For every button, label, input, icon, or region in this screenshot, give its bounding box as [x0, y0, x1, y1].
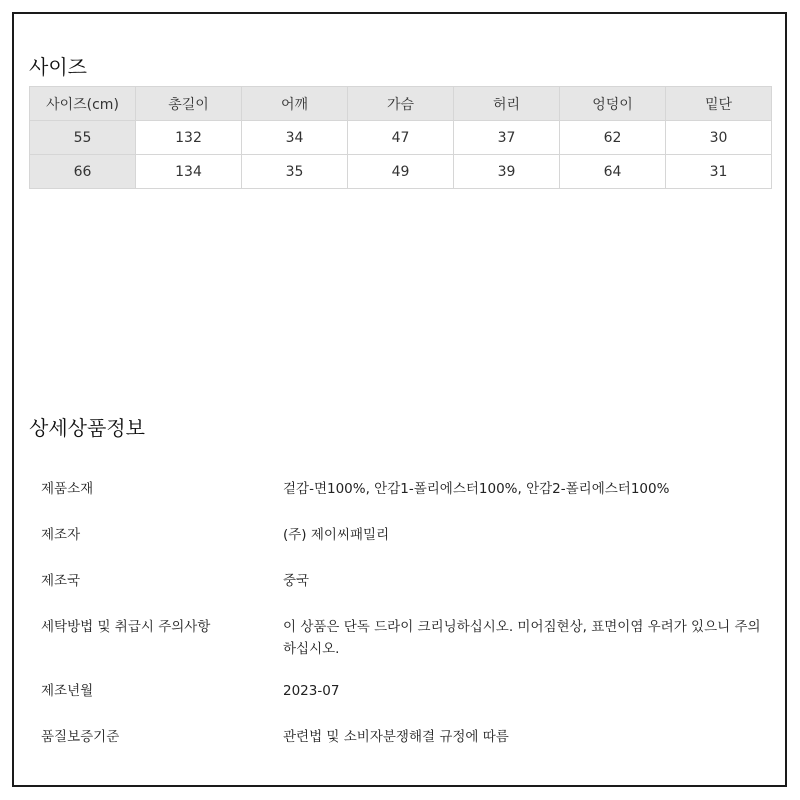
header-shoulder: 어깨 [242, 87, 348, 121]
table-cell: 49 [348, 155, 454, 189]
table-cell: 64 [560, 155, 666, 189]
info-value: 이 상품은 단독 드라이 크리닝하십시오. 미어짐현상, 표면이염 우려가 있으니 주의하십시오. [283, 619, 761, 657]
table-cell: 62 [560, 121, 666, 155]
info-label: 품질보증기준 [41, 729, 120, 745]
table-cell: 39 [454, 155, 560, 189]
size-section-title: 사이즈 [29, 55, 87, 79]
size-table-header-row [30, 87, 772, 121]
table-cell: 34 [242, 121, 348, 155]
detail-section-title: 상세상품정보 [29, 416, 145, 440]
info-row-care [29, 616, 772, 680]
info-value: (주) 제이씨패밀리 [283, 527, 390, 543]
table-cell: 132 [136, 121, 242, 155]
info-row-material [29, 465, 772, 524]
header-hem: 밑단 [666, 87, 772, 121]
info-row-manufacturer [29, 524, 772, 570]
header-chest: 가슴 [348, 87, 454, 121]
header-waist: 허리 [454, 87, 560, 121]
table-cell: 35 [242, 155, 348, 189]
info-value: 겉감-면100%, 안감1-폴리에스터100%, 안감2-폴리에스터100% [283, 481, 670, 497]
size-table [29, 86, 772, 189]
header-total-length: 총길이 [136, 87, 242, 121]
info-label: 세탁방법 및 취급시 주의사항 [41, 619, 211, 635]
table-cell: 37 [454, 121, 560, 155]
header-hip: 엉덩이 [560, 87, 666, 121]
info-label: 제조자 [41, 527, 81, 543]
info-label: 제조년월 [41, 683, 94, 699]
table-cell: 31 [666, 155, 772, 189]
table-cell: 47 [348, 121, 454, 155]
info-label: 제조국 [41, 573, 81, 589]
info-value: 2023-07 [283, 683, 340, 699]
info-row-warranty [29, 726, 772, 766]
table-row [30, 155, 772, 189]
table-row [30, 121, 772, 155]
info-value: 관련법 및 소비자분쟁해결 규정에 따름 [283, 729, 509, 745]
header-size: 사이즈(cm) [30, 87, 136, 121]
info-row-date [29, 680, 772, 726]
info-row-country [29, 570, 772, 616]
info-label: 제품소재 [41, 481, 94, 497]
size-label: 55 [30, 121, 136, 155]
product-info-table [29, 465, 772, 766]
table-cell: 134 [136, 155, 242, 189]
info-value: 중국 [283, 573, 310, 589]
table-cell: 30 [666, 121, 772, 155]
size-label: 66 [30, 155, 136, 189]
